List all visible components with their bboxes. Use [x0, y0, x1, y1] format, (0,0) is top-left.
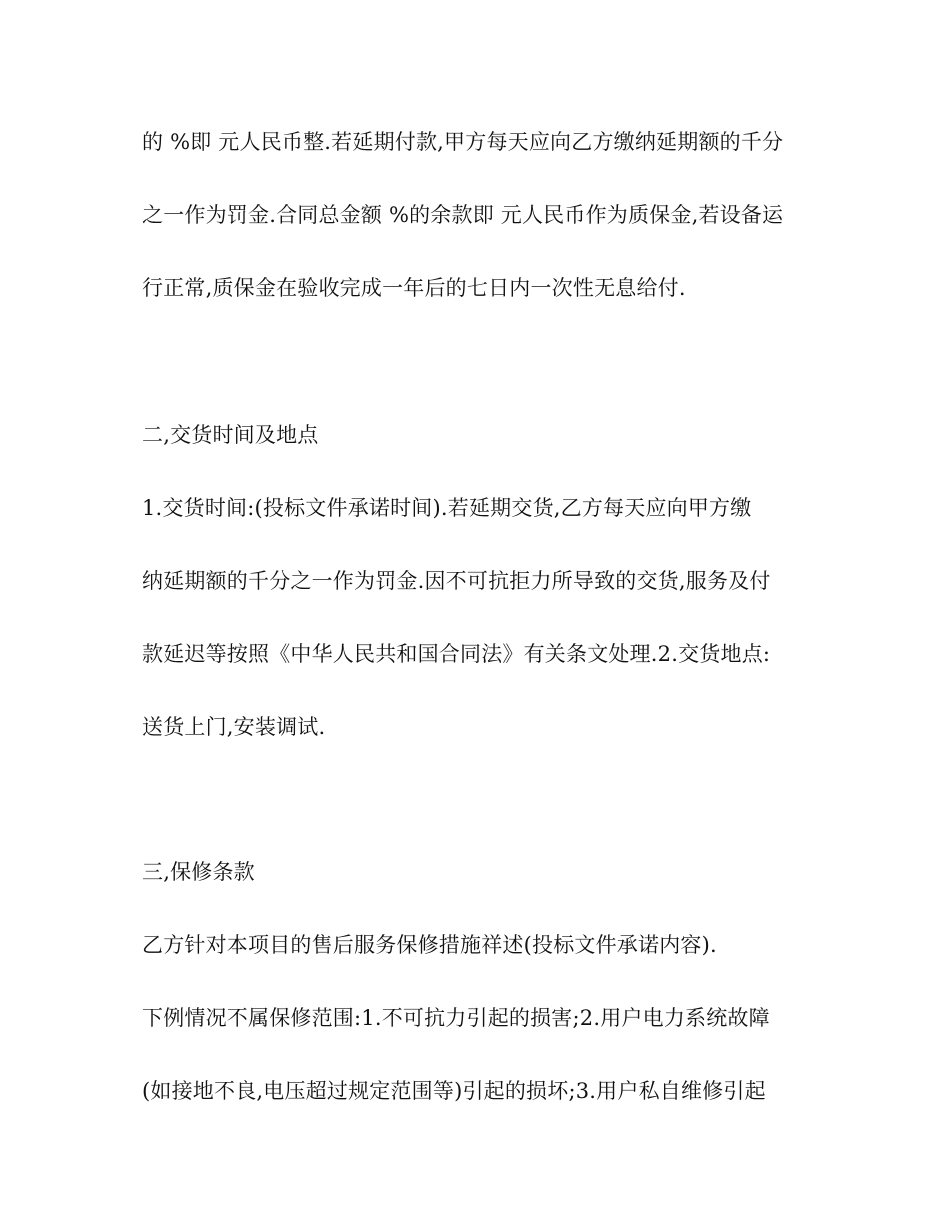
section-heading: 二,交货时间及地点 [142, 423, 319, 447]
section-heading: 三,保修条款 [142, 860, 255, 884]
text-line: (如接地不良,电压超过规定范围等)引起的损坏;3.用户私自维修引起 [142, 1079, 766, 1103]
text-line: 乙方针对本项目的售后服务保修措施祥述(投标文件承诺内容). [142, 933, 717, 957]
text-line: 行正常,质保金在验收完成一年后的七日内一次性无息给付. [142, 276, 686, 300]
text-line: 下例情况不属保修范围:1.不可抗力引起的损害;2.用户电力系统故障 [142, 1006, 770, 1030]
text-line: 之一作为罚金.合同总金额 %的余款即 元人民币作为质保金,若设备运 [142, 203, 784, 227]
text-line: 纳延期额的千分之一作为罚金.因不可抗拒力所导致的交货,服务及付 [142, 569, 771, 593]
text-line: 送货上门,安装调试. [142, 715, 326, 739]
text-line: 的 %即 元人民币整.若延期付款,甲方每天应向乙方缴纳延期额的千分 [142, 130, 784, 154]
text-line: 1.交货时间:(投标文件承诺时间).若延期交货,乙方每天应向甲方缴 [142, 496, 752, 520]
text-line: 款延迟等按照《中华人民共和国合同法》有关条文处理.2.交货地点: [142, 642, 771, 666]
